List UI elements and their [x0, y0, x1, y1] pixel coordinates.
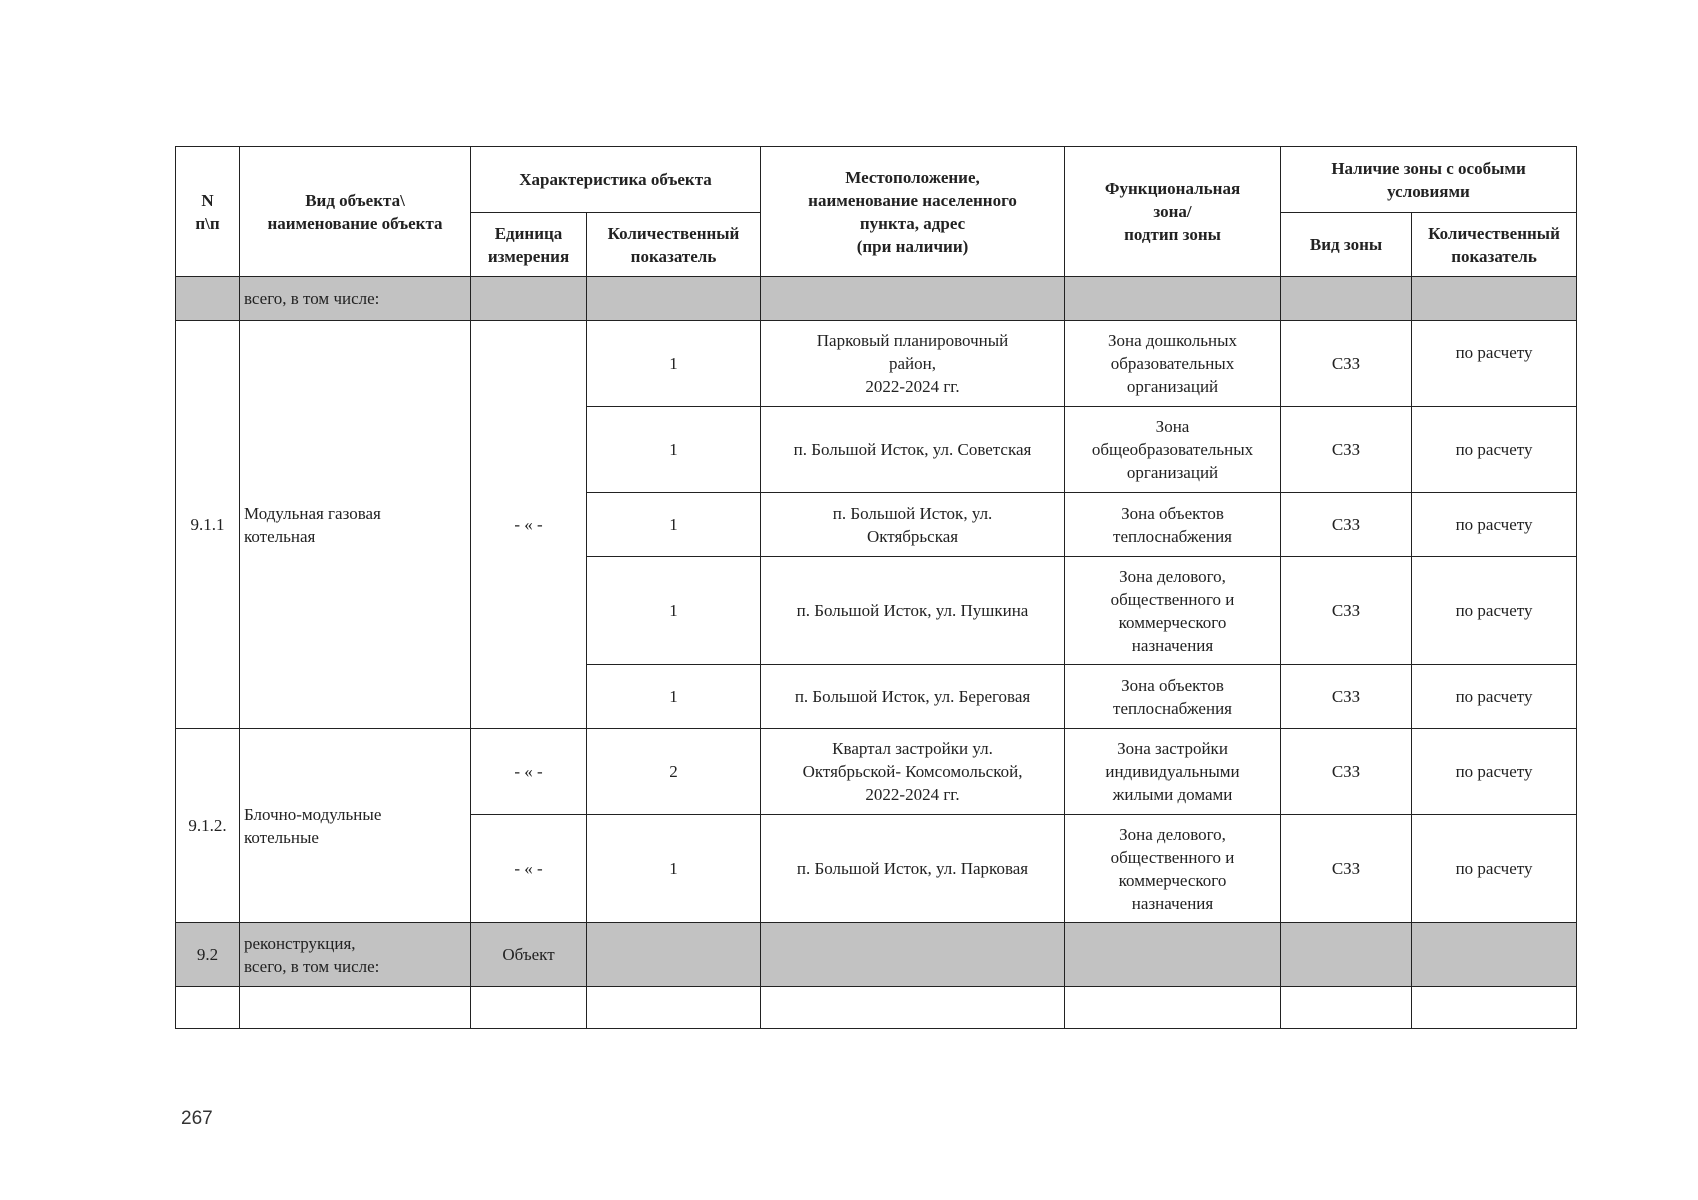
zone-quantity-cell: по расчету: [1412, 407, 1577, 493]
header-zone-quantity: Количественный показатель: [1412, 213, 1577, 277]
zone-cell: Зона делового, общественного и коммерческого назначения: [1065, 557, 1281, 665]
header-functional-zone: Функциональная зона/ подтип зоны: [1065, 147, 1281, 277]
zone-type-cell: СЗЗ: [1281, 321, 1412, 407]
location-cell: Парковый планировочный район, 2022-2024 гг.: [761, 321, 1065, 407]
page-number: 267: [181, 1108, 213, 1129]
row-num: 9.1.1: [176, 321, 240, 729]
location-cell: п. Большой Исток, ул. Октябрьская: [761, 493, 1065, 557]
zone-cell: Зона общеобразовательных организаций: [1065, 407, 1281, 493]
table-row-empty: [176, 987, 1577, 1029]
header-object-type: Вид объекта\ наименование объекта: [240, 147, 471, 277]
row-num: 9.2: [176, 923, 240, 987]
zone-quantity-cell: по расчету: [1412, 321, 1577, 407]
zone-type-cell: СЗЗ: [1281, 815, 1412, 923]
quantity-cell: 2: [587, 729, 761, 815]
header-zone-type: Вид зоны: [1281, 213, 1412, 277]
unit-cell: - « -: [471, 815, 587, 923]
object-name: Модульная газовая котельная: [240, 321, 471, 729]
unit-cell: - « -: [471, 729, 587, 815]
zone-quantity-cell: по расчету: [1412, 665, 1577, 729]
zone-type-cell: СЗЗ: [1281, 493, 1412, 557]
zone-quantity-cell: по расчету: [1412, 729, 1577, 815]
zone-type-cell: СЗЗ: [1281, 729, 1412, 815]
location-cell: Квартал застройки ул. Октябрьской- Комсомольской, 2022-2024 гг.: [761, 729, 1065, 815]
quantity-cell: 1: [587, 407, 761, 493]
zone-cell: Зона объектов теплоснабжения: [1065, 493, 1281, 557]
quantity-cell: 1: [587, 557, 761, 665]
location-cell: п. Большой Исток, ул. Пушкина: [761, 557, 1065, 665]
table-row: [176, 729, 1577, 815]
table-row-reconstruction: [176, 923, 1577, 987]
unit-cell: Объект: [471, 923, 587, 987]
zone-cell: Зона делового, общественного и коммерческого назначения: [1065, 815, 1281, 923]
unit-cell: - « -: [471, 321, 587, 729]
object-name: Блочно-модульные котельные: [240, 729, 471, 923]
reconstruction-label: реконструкция, всего, в том числе:: [240, 923, 471, 987]
zone-type-cell: СЗЗ: [1281, 665, 1412, 729]
location-cell: п. Большой Исток, ул. Береговая: [761, 665, 1065, 729]
zone-quantity-cell: по расчету: [1412, 493, 1577, 557]
quantity-cell: 1: [587, 321, 761, 407]
table-row-total: [176, 277, 1577, 321]
header-unit: Единица измерения: [471, 213, 587, 277]
zone-cell: Зона дошкольных образовательных организаций: [1065, 321, 1281, 407]
header-row-main: [176, 147, 1577, 213]
zone-type-cell: СЗЗ: [1281, 407, 1412, 493]
zone-quantity-cell: по расчету: [1412, 815, 1577, 923]
zone-cell: Зона застройки индивидуальными жилыми домами: [1065, 729, 1281, 815]
location-cell: п. Большой Исток, ул. Парковая: [761, 815, 1065, 923]
zone-type-cell: СЗЗ: [1281, 557, 1412, 665]
location-cell: п. Большой Исток, ул. Советская: [761, 407, 1065, 493]
quantity-cell: 1: [587, 815, 761, 923]
header-quantity: Количественный показатель: [587, 213, 761, 277]
table-row: [176, 321, 1577, 407]
objects-table: [175, 146, 1577, 1029]
quantity-cell: 1: [587, 665, 761, 729]
header-special-zone: Наличие зоны с особыми условиями: [1281, 147, 1577, 213]
row-num: 9.1.2.: [176, 729, 240, 923]
header-num: N п\п: [176, 147, 240, 277]
total-label: всего, в том числе:: [240, 277, 471, 321]
header-location: Местоположение, наименование населенного пункта, адрес (при наличии): [761, 147, 1065, 277]
header-characteristics: Характеристика объекта: [471, 147, 761, 213]
zone-cell: Зона объектов теплоснабжения: [1065, 665, 1281, 729]
zone-quantity-cell: по расчету: [1412, 557, 1577, 665]
quantity-cell: 1: [587, 493, 761, 557]
